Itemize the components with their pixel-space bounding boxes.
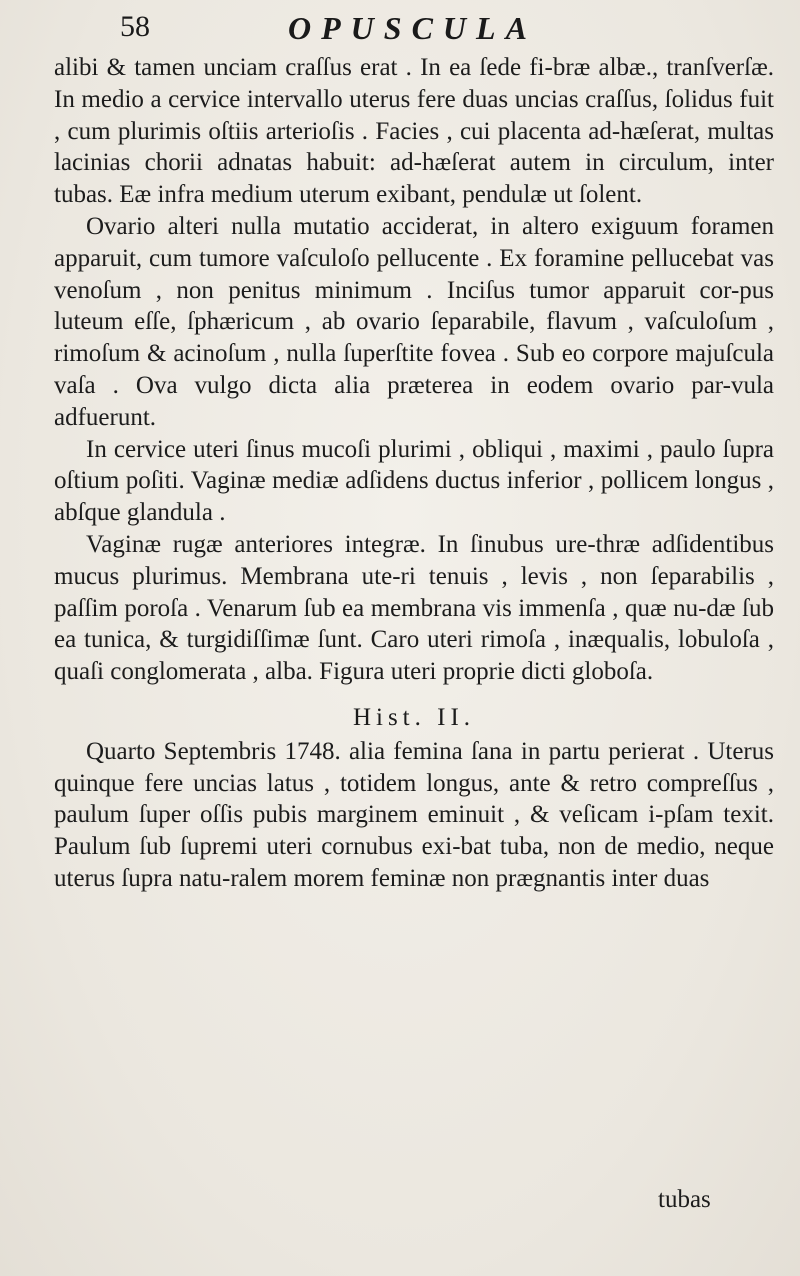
body-text <box>54 52 774 895</box>
paragraph-5: Quarto Septembris 1748. alia femina ſana in partu perierat . Uterus quinque fere uncias latus , totidem longus, ante & retro compreſſus , paulum ſuper oſſis pubis marginem eminuit , & veſicam i-pſam texit. Paulum ſub ſupremi uteri cornubus exi-bat tuba, non de medio, neque uterus ſupra natu-ralem morem feminæ non prægnantis inter duas <box>54 737 774 892</box>
paragraph-3: In cervice uteri ſinus mucoſi plurimi , obliqui , maximi , paulo ſupra oſtium poſiti. Vaginæ mediæ adſidens ductus inferior , pollicem longus , abſque glandula . <box>54 435 774 527</box>
running-title: OPUSCULA <box>288 10 537 46</box>
paragraph-2: Ovario alteri nulla mutatio acciderat, in altero exiguum foramen apparuit, cum tumore vaſculoſo pellucente . Ex foramine pellucebat vas venoſum , non penitus minimum . Inciſus tumor apparuit cor-pus luteum eſſe, ſphæricum , ab ovario ſeparabile, flavum , vaſculoſum , rimoſum & acinoſum , nulla ſuperſtite fovea . Sub eo corpore majuſcula vaſa . Ova vulgo dicta alia præterea in eodem ovario par-vula adfuerunt. <box>54 212 774 431</box>
paragraph-1: alibi & tamen unciam craſſus erat . In ea ſede fi-bræ albæ., tranſverſæ. In medio a cervice intervallo uterus fere duas uncias craſſus, ſolidus fuit , cum plurimis oſtiis arterioſis . Facies , cui placenta ad-hæſerat, multas lacinias chorii adnatas habuit: ad-hæſerat autem in circulum, inter tubas. Eæ infra medium uterum exibant, pendulæ ut ſolent. <box>54 54 774 209</box>
page-number: 58 <box>120 10 150 43</box>
paragraph-4: Vaginæ rugæ anteriores integræ. In ſinubus ure-thræ adſidentibus mucus plurimus. Membrana ute-ri tenuis , levis , non ſeparabilis , paſſim poroſa . Venarum ſub ea membrana vis immenſa , quæ nu-dæ ſub ea tunica, & turgidiſſimæ ſunt. Caro uteri rimoſa , inæqualis, lobuloſa , quaſi conglomerata , alba. Figura uteri proprie dicti globoſa. <box>54 530 774 686</box>
catchword: tubas <box>658 1186 711 1213</box>
section-heading: Hist. II. <box>352 703 476 731</box>
